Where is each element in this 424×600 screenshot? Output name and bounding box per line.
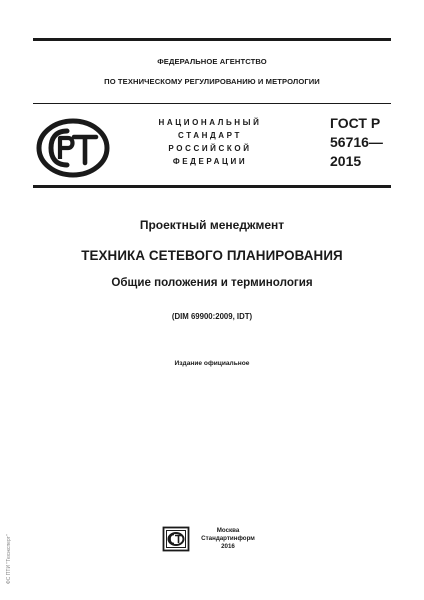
document-category: Проектный менеджмент <box>139 218 285 232</box>
header-rule-thin <box>33 103 391 104</box>
agency-name-line2: ПО ТЕХНИЧЕСКОМУ РЕГУЛИРОВАНИЮ И МЕТРОЛОГИИ <box>104 77 320 86</box>
standard-type-line2: СТАНДАРТ <box>178 131 242 140</box>
standard-type-line1: НАЦИОНАЛЬНЫЙ <box>158 118 262 127</box>
document-subtitle: Общие положения и терминология <box>111 276 313 289</box>
edition-note: Издание официальное <box>174 360 250 367</box>
document-title: ТЕХНИКА СЕТЕВОГО ПЛАНИРОВАНИЯ <box>81 248 343 263</box>
standard-designation-line1: ГОСТ Р <box>330 115 381 131</box>
standartinform-logo-icon <box>162 526 190 552</box>
standard-type-line4: ФЕДЕРАЦИИ <box>172 157 248 166</box>
designation-rule-thick <box>33 185 391 188</box>
side-watermark-note: ФС ПТИ "Техэксперт" <box>6 534 12 584</box>
standard-designation-line3: 2015 <box>330 153 362 169</box>
publisher-name: Стандартинформ <box>201 535 255 542</box>
standard-type-line3: РОССИЙСКОЙ <box>168 144 252 153</box>
publication-year: 2016 <box>221 543 235 550</box>
standard-designation-line2: 56716— <box>330 134 383 150</box>
rst-certification-mark-icon <box>36 117 110 179</box>
top-rule-thick <box>33 38 391 41</box>
international-reference: (DIM 69900:2009, IDT) <box>171 312 253 321</box>
publisher-city: Москва <box>216 527 240 534</box>
agency-name-line1: ФЕДЕРАЛЬНОЕ АГЕНТСТВО <box>157 57 267 66</box>
